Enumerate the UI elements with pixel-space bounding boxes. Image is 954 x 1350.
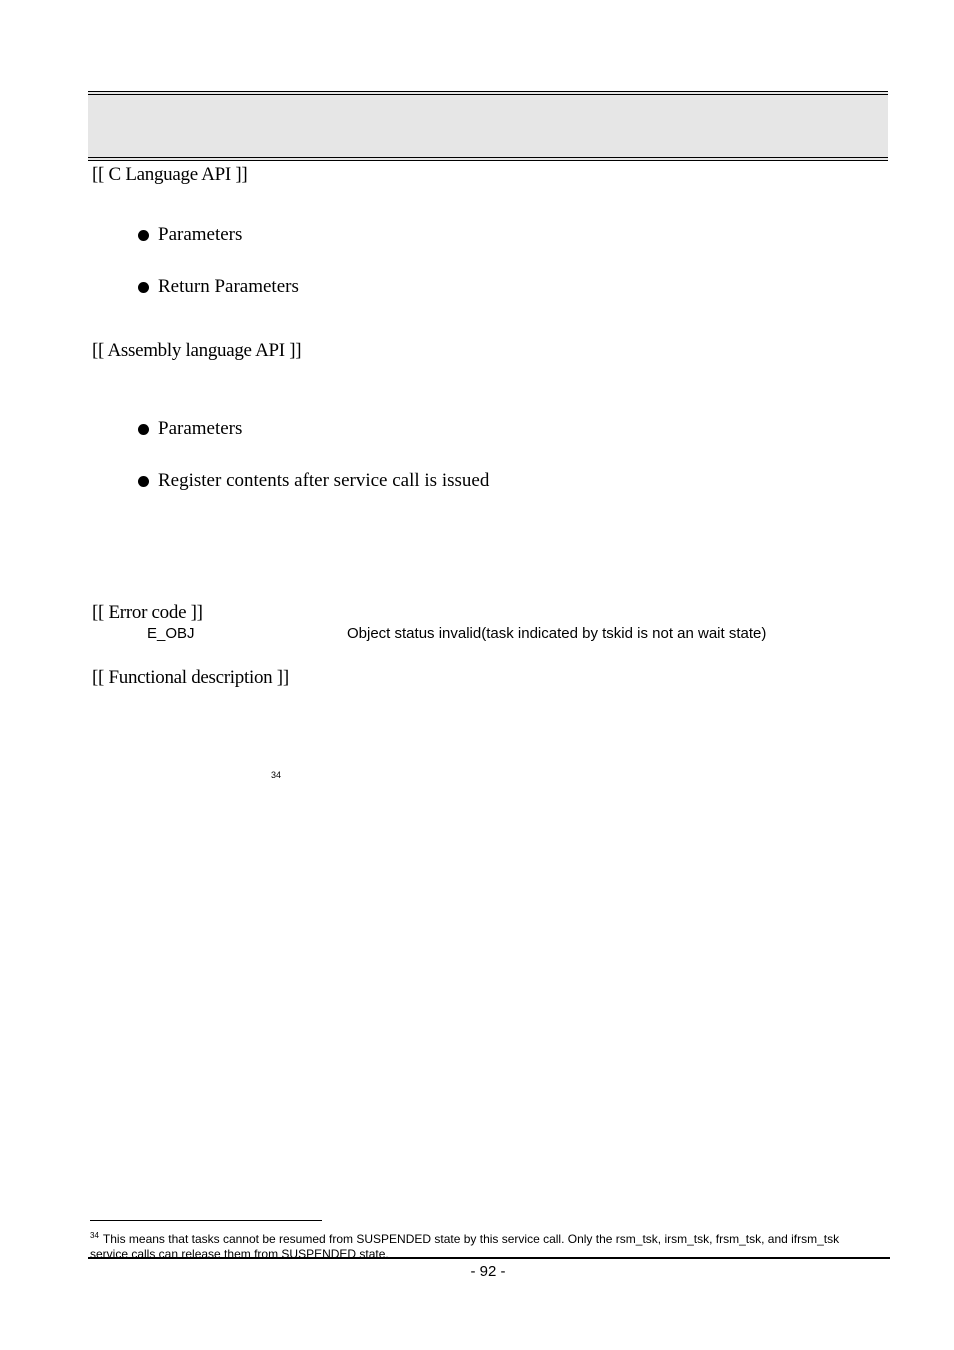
- assembly-language-api-heading: [[ Assembly language API ]]: [92, 340, 302, 361]
- bullet-icon: [138, 230, 149, 241]
- page-bottom-rule: [88, 1257, 890, 1259]
- footnote-reference-marker: 34: [271, 770, 282, 780]
- asm-api-parameters-label: Parameters: [158, 418, 243, 439]
- c-api-return-parameters-item: [138, 276, 299, 298]
- c-api-return-parameters-label: Return Parameters: [158, 276, 299, 297]
- asm-api-parameters-item: [138, 418, 242, 440]
- section-title-band: [88, 91, 888, 161]
- bullet-icon: [138, 282, 149, 293]
- error-code-description: Object status invalid(task indicated by tskid is not an wait state): [347, 625, 767, 642]
- page-number: - 92 -: [470, 1263, 506, 1280]
- footnote-separator: [90, 1220, 322, 1221]
- c-language-api-heading: [[ C Language API ]]: [92, 164, 248, 185]
- error-code-heading: [[ Error code ]]: [92, 602, 203, 623]
- error-code-value: E_OBJ: [147, 625, 195, 642]
- bullet-icon: [138, 424, 149, 435]
- functional-description-heading: [[ Functional description ]]: [92, 667, 289, 688]
- c-api-parameters-label: Parameters: [158, 224, 243, 245]
- c-api-parameters-item: [138, 224, 242, 246]
- asm-api-register-contents-label: Register contents after service call is issued: [158, 470, 490, 491]
- footnote-text: This means that tasks cannot be resumed from SUSPENDED state by this service call. Only the rsm_tsk, irsm_tsk, frsm_tsk, and ifrsm_tsk service calls can release them from SUSPENDED state.: [90, 1232, 840, 1261]
- bullet-icon: [138, 476, 149, 487]
- asm-api-register-contents-item: [138, 470, 489, 492]
- footnote-number: 34: [90, 1231, 99, 1240]
